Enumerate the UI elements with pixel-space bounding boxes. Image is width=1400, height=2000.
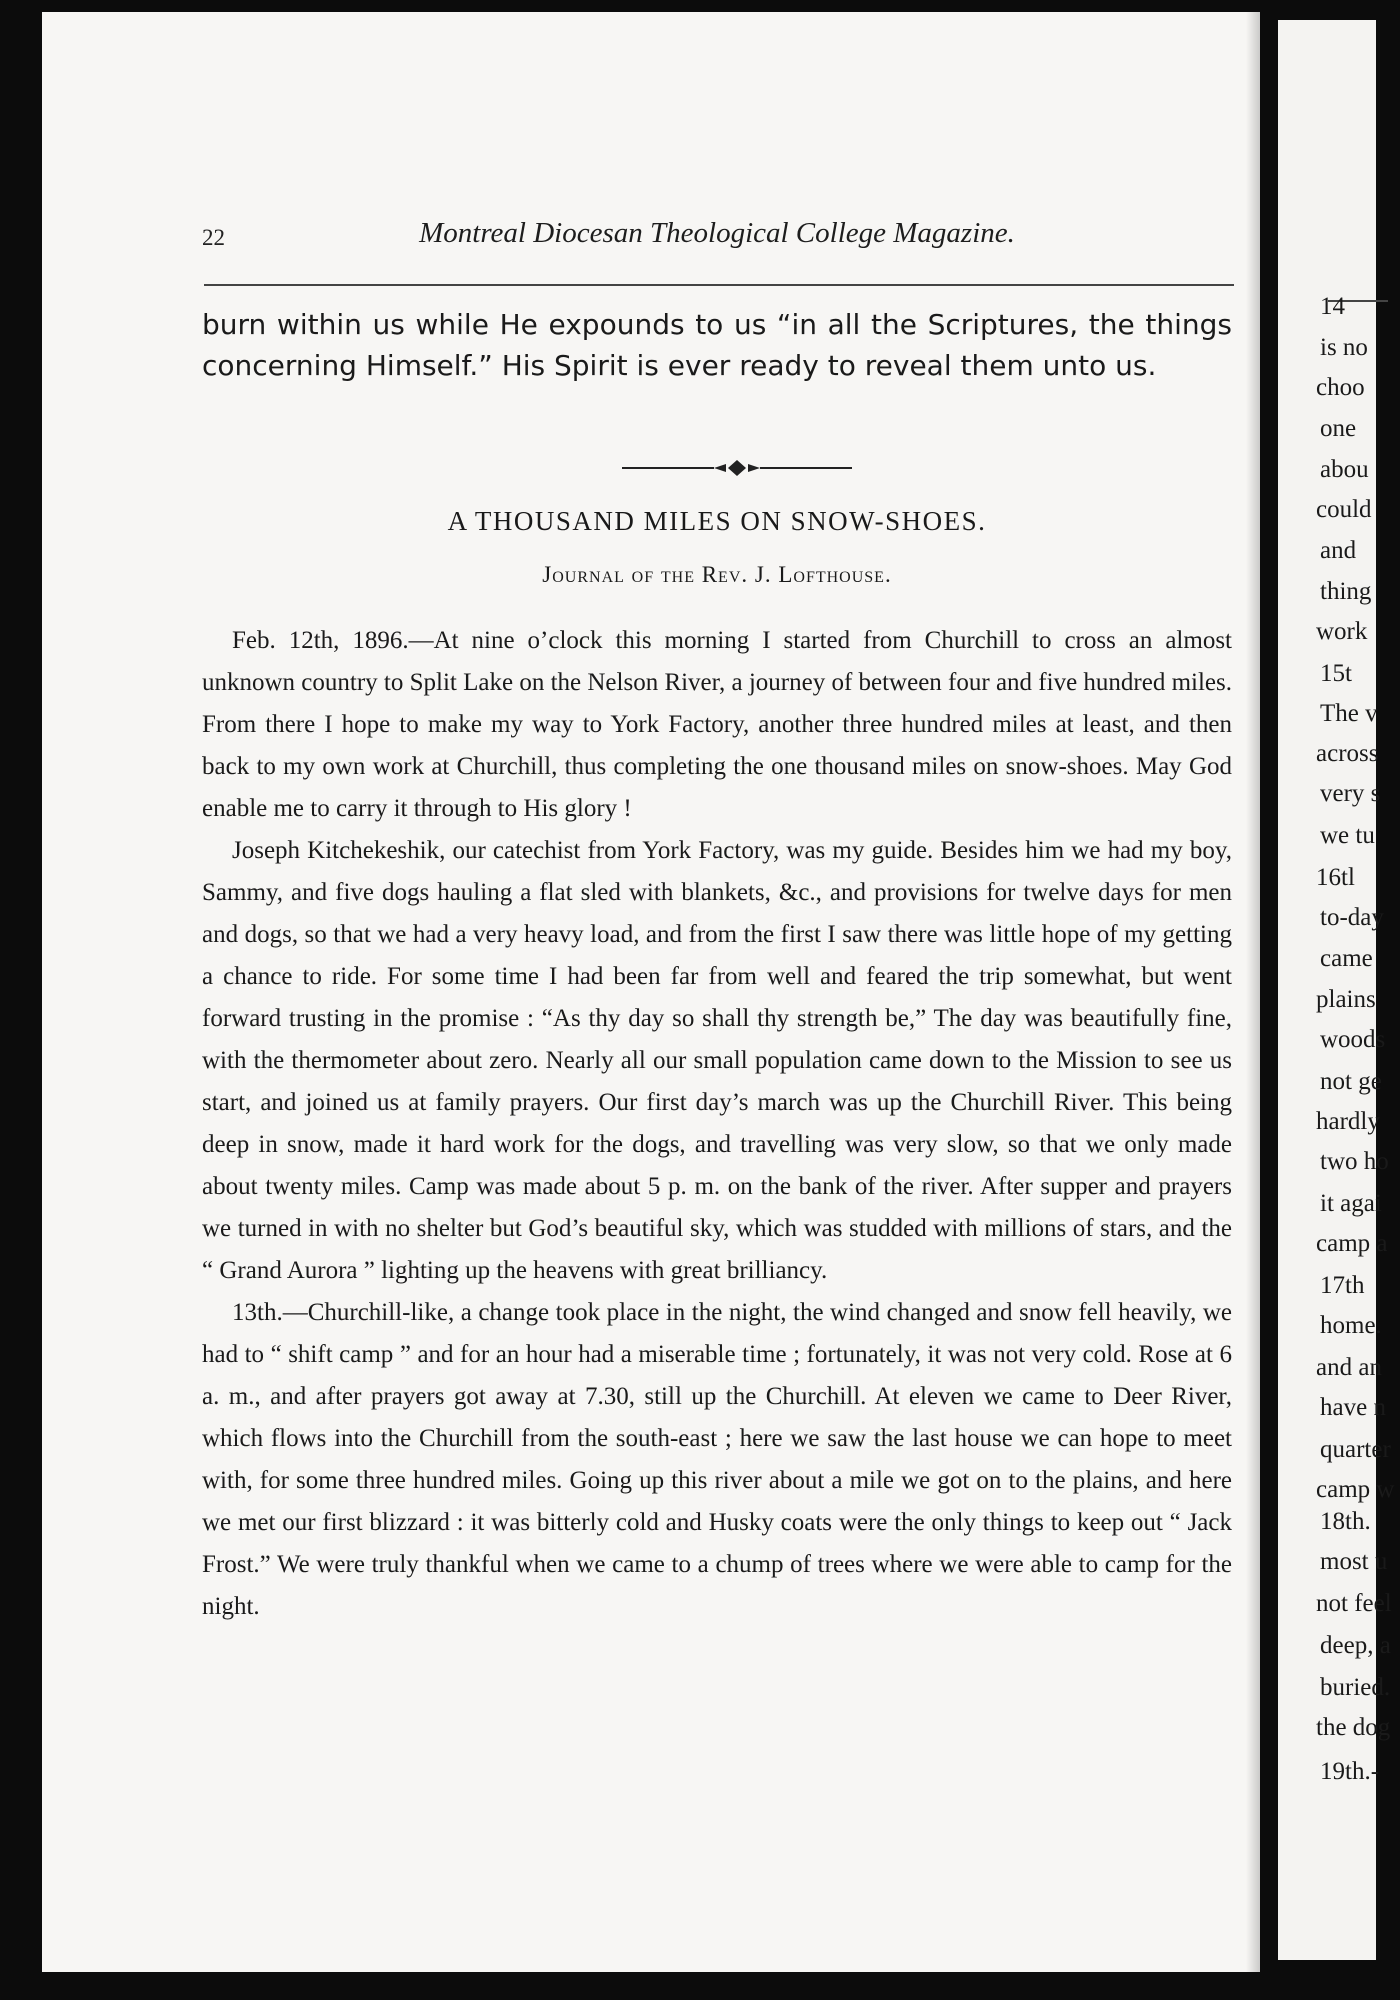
left-page [42,12,1260,1972]
facing-page-line: could [1316,496,1372,523]
facing-page-line: choo [1316,374,1365,401]
gutter-shadow [1246,12,1260,1972]
facing-page-line: one [1320,415,1357,442]
article-title: A THOUSAND MILES ON SNOW-SHOES. [447,506,987,536]
facing-page-line: abou [1320,456,1369,483]
facing-page-line: 17th [1320,1272,1365,1299]
facing-page-line: and an [1316,1354,1382,1381]
facing-page-line: it agai [1320,1190,1382,1217]
facing-page-line: hardly [1316,1108,1380,1135]
facing-page-line: to-day [1320,904,1384,931]
facing-page-line: is no [1320,334,1368,361]
header-rule [204,284,1234,286]
facing-page-line: not feel [1316,1590,1392,1617]
facing-page-line: 19th.- [1320,1758,1380,1785]
facing-page-line: two ho [1320,1148,1389,1175]
journal-paragraph: 13th.—Churchill-like, a change took place in the night, the wind changed and snow fell heavily, we had to “ shift camp ” and for an hour had a miserable time ; fortunately, it was not very cold. Rose at 6 a. m., and after prayers got away at 7.30, still up the Churchill. At eleven we came to Deer River, which flows into the Churchill from the south-east ; here we saw the last house we can hope to meet with, for some three hundred miles. Going up this river about a mile we got on to the plains, and here we met our first blizzard : it was bitterly cold and Husky coats were the only things to keep out “ Jack Frost.” We were truly thankful when we came to a chump of trees where we were able to camp for the night. [202,1299,1232,1620]
facing-page-line: not ge [1320,1068,1382,1095]
facing-page-line: quarter [1320,1436,1391,1463]
facing-page-line: woods [1320,1026,1386,1053]
continuation-paragraph: burn within us while He expounds to us “in all the Scriptures, the things concerning Himself.” His Spirit is ever ready to reveal them unto us. [202,308,1232,382]
page-header [202,217,1232,257]
facing-page-line: home. [1320,1312,1382,1339]
facing-page-line: camp w [1316,1476,1395,1503]
running-title: Montreal Diocesan Theological College Magazine. [419,217,1015,249]
page-number: 22 [202,225,225,250]
facing-page-line: buried. [1320,1674,1391,1701]
journal-paragraph: Joseph Kitchekeshik, our catechist from York Factory, was my guide. Besides him we had my boy, Sammy, and five dogs hauling a flat sled with blankets, &c., and provisions for twelve days for men and dogs, so that we had a very heavy load, and from the first I saw there was little hope of my getting a chance to ride. For some time I had been far from well and feared the trip somewhat, but went forward trusting in the promise : “As thy day so shall thy strength be,” The day was beautifully fine, with the thermometer about zero. Nearly all our small population came down to the Mission to see us start, and joined us at family prayers. Our first day’s march was up the Churchill River. This being deep in snow, made it hard work for the dogs, and travelling was very slow, so that we only made about twenty miles. Camp was made about 5 p. m. on the bank of the river. After supper and prayers we turned in with no shelter but God’s beautiful sky, which was studded with millions of stars, and the “ Grand Aurora ” lighting up the heavens with great brilliancy. [202,837,1232,1284]
facing-page-line: camp a [1316,1230,1388,1257]
facing-page-line: the dog [1316,1714,1391,1741]
facing-page-line: deep, a [1320,1632,1391,1659]
facing-page-line: 15t [1320,660,1352,687]
journal-text [202,620,1232,1628]
facing-page-line: thing [1320,578,1372,605]
ornament-divider-icon [622,456,852,480]
journal-paragraph: Feb. 12th, 1896.—At nine o’clock this morning I started from Churchill to cross an almost unknown country to Split Lake on the Nelson River, a journey of between four and five hundred miles. From there I hope to make my way to York Factory, another three hundred miles at least, and then back to my own work at Churchill, thus completing the one thousand miles on snow-shoes. May God enable me to carry it through to His glory ! [202,627,1233,822]
facing-page-line: across [1316,740,1379,767]
facing-page-line: work [1316,618,1368,645]
facing-page-line: most u [1320,1548,1388,1575]
facing-page-line: plains [1316,986,1376,1013]
facing-page-line: and [1320,537,1357,564]
facing-page [1278,20,1395,1960]
facing-page-line: very s [1320,780,1381,807]
facing-page-line: we tu [1320,822,1375,849]
facing-page-line: 18th. [1320,1508,1371,1535]
facing-page-line: came [1320,945,1373,972]
facing-page-line: have n [1320,1394,1386,1421]
facing-page-line: The v [1320,700,1378,727]
facing-page-line: 14 [1320,293,1345,320]
facing-page-line: 16tl [1316,864,1355,891]
article-subtitle: Journal of the Rev. J. Lofthouse. [542,562,892,587]
